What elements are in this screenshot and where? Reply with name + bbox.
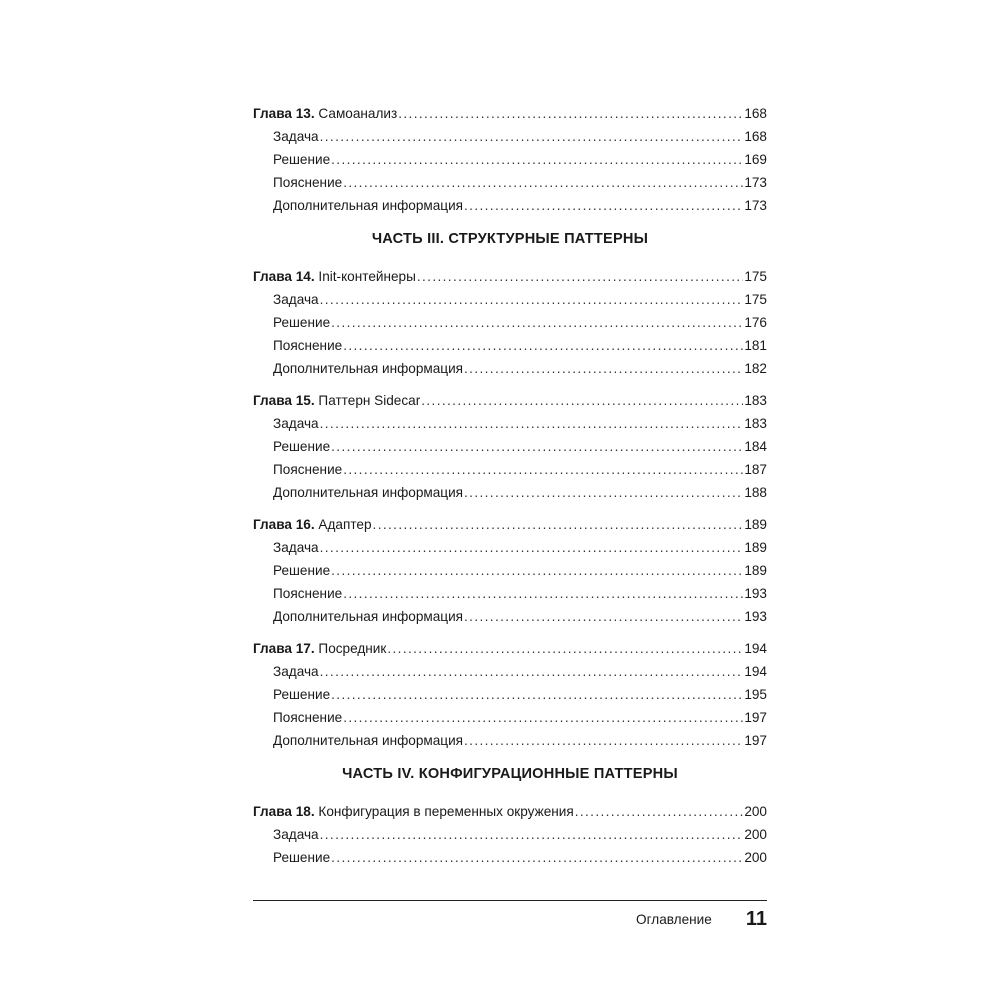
toc-section-entry[interactable] [253,846,767,869]
entry-title: Решение [273,563,331,578]
page-number: 11 [745,907,767,930]
toc-section-entry[interactable] [253,559,767,582]
dot-leader [464,481,743,504]
chapter-label: Глава 16. [253,517,315,532]
entry-title: Решение [273,850,331,865]
entry-page-number: 193 [744,586,767,601]
toc-section-entry[interactable] [253,288,767,311]
entry-page-number: 175 [744,269,767,284]
entry-page-number: 200 [744,850,767,865]
toc-section-entry[interactable] [253,412,767,435]
entry-page-number: 169 [744,152,767,167]
toc-section-entry[interactable] [253,706,767,729]
entry-page-number: 168 [744,129,767,144]
entry-title: Решение [273,315,331,330]
toc-section-entry[interactable] [253,458,767,481]
entry-page-number: 188 [744,485,767,500]
entry-title: Дополнительная информация [273,198,464,213]
entry-page-number: 200 [744,804,767,819]
toc-section-entry[interactable] [253,435,767,458]
entry-page-number: 189 [744,563,767,578]
dot-leader [343,582,743,605]
entry-title: Пояснение [273,338,343,353]
entry-title: Задача [273,540,319,555]
dot-leader [464,605,743,628]
chapter-title: Init-контейнеры [318,269,416,284]
entry-page-number: 175 [744,292,767,307]
dot-leader [373,513,744,536]
toc-section-entry[interactable] [253,536,767,559]
dot-leader [464,729,743,752]
entry-page-number: 183 [744,416,767,431]
part-heading: ЧАСТЬ III. СТРУКТУРНЫЕ ПАТТЕРНЫ [371,231,649,247]
toc-section-entry[interactable] [253,481,767,504]
entry-page-number: 184 [744,439,767,454]
entry-page-number: 182 [744,361,767,376]
entry-title: Дополнительная информация [273,361,464,376]
toc-section-entry[interactable] [253,125,767,148]
entry-page-number: 173 [744,175,767,190]
toc-chapter-entry[interactable] [253,389,767,412]
chapter-label: Глава 14. [253,269,315,284]
entry-title [253,102,397,125]
entry-title: Пояснение [273,462,343,477]
entry-page-number: 189 [744,517,767,532]
entry-page-number: 187 [744,462,767,477]
dot-leader [421,389,743,412]
toc-section-entry[interactable] [253,334,767,357]
toc-chapter-entry[interactable] [253,800,767,823]
dot-leader [331,435,743,458]
dot-leader [320,288,744,311]
footer-rule [253,900,767,901]
entry-title [253,513,372,536]
entry-title [253,389,420,412]
entry-page-number: 176 [744,315,767,330]
entry-title: Решение [273,152,331,167]
entry-title: Дополнительная информация [273,733,464,748]
dot-leader [387,637,743,660]
entry-title: Пояснение [273,586,343,601]
entry-page-number: 197 [744,710,767,725]
entry-title: Дополнительная информация [273,609,464,624]
chapter-title: Конфигурация в переменных окружения [318,804,574,819]
dot-leader [331,683,743,706]
entry-title: Задача [273,664,319,679]
toc-section-entry[interactable] [253,357,767,380]
toc-section-entry[interactable] [253,148,767,171]
entry-page-number: 168 [744,106,767,121]
toc-section-entry[interactable] [253,729,767,752]
dot-leader [320,536,744,559]
toc-section-entry[interactable] [253,194,767,217]
dot-leader [343,458,743,481]
chapter-title: Самоанализ [318,106,398,121]
entry-page-number: 195 [744,687,767,702]
dot-leader [417,265,743,288]
dot-leader [331,148,743,171]
dot-leader [343,706,743,729]
entry-page-number: 173 [744,198,767,213]
toc-chapter-entry[interactable] [253,637,767,660]
dot-leader [320,412,744,435]
dot-leader [464,194,743,217]
entry-page-number: 200 [744,827,767,842]
entry-title: Задача [273,827,319,842]
dot-leader [331,846,743,869]
dot-leader [464,357,743,380]
dot-leader [320,660,744,683]
entry-page-number: 189 [744,540,767,555]
toc-section-entry[interactable] [253,660,767,683]
part-heading: ЧАСТЬ IV. КОНФИГУРАЦИОННЫЕ ПАТТЕРНЫ [342,766,678,782]
entry-page-number: 183 [744,393,767,408]
dot-leader [320,125,744,148]
toc-chapter-entry[interactable] [253,102,767,125]
running-title: Оглавление [636,911,712,927]
toc-chapter-entry[interactable] [253,513,767,536]
entry-title [253,637,386,660]
entry-title: Решение [273,687,331,702]
chapter-title: Посредник [318,641,387,656]
entry-title: Пояснение [273,710,343,725]
entry-title: Задача [273,416,319,431]
entry-title: Дополнительная информация [273,485,464,500]
dot-leader [343,171,743,194]
chapter-title: Адаптер [318,517,372,532]
entry-page-number: 197 [744,733,767,748]
dot-leader [331,559,743,582]
dot-leader [343,334,743,357]
toc-section-entry[interactable] [253,171,767,194]
page-footer [253,904,767,934]
dot-leader [320,823,744,846]
table-of-contents [253,102,767,869]
entry-title: Решение [273,439,331,454]
dot-leader [331,311,743,334]
entry-page-number: 194 [744,664,767,679]
toc-chapter-entry[interactable] [253,265,767,288]
entry-title [253,265,416,288]
toc-section-entry[interactable] [253,605,767,628]
entry-title [253,800,574,823]
dot-leader [575,800,744,823]
toc-section-entry[interactable] [253,582,767,605]
entry-title: Задача [273,292,319,307]
entry-page-number: 181 [744,338,767,353]
dot-leader [398,102,743,125]
entry-page-number: 194 [744,641,767,656]
chapter-label: Глава 17. [253,641,315,656]
toc-section-entry[interactable] [253,683,767,706]
entry-page-number: 193 [744,609,767,624]
chapter-label: Глава 18. [253,804,315,819]
entry-title: Задача [273,129,319,144]
chapter-label: Глава 15. [253,393,315,408]
entry-title: Пояснение [273,175,343,190]
toc-section-entry[interactable] [253,311,767,334]
chapter-label: Глава 13. [253,106,315,121]
toc-section-entry[interactable] [253,823,767,846]
chapter-title: Паттерн Sidecar [318,393,421,408]
